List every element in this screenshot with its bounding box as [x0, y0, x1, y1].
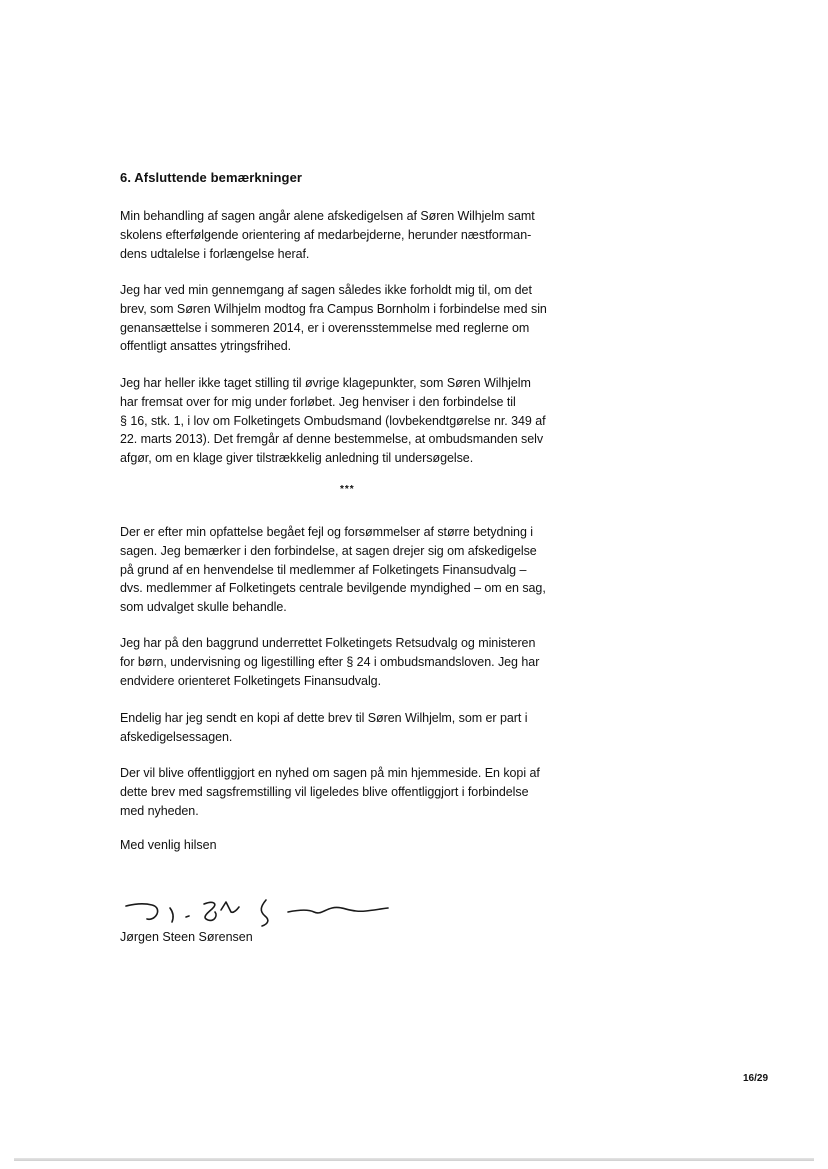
paragraph-other-complaints [120, 374, 590, 468]
paragraph-line: afgør, om en klage giver tilstrækkelig anledning til undersøgelse. [120, 451, 474, 466]
paragraph-line: har fremsat over for mig under forløbet. Jeg henviser i den forbindelse til [120, 394, 516, 409]
paragraph-line: på grund af en henvendelse til medlemmer af Folketingets Finansudvalg – [120, 562, 527, 577]
paragraph-line: dens udtalelse i forlængelse heraf. [120, 246, 310, 261]
paragraph-errors [120, 523, 590, 617]
paragraph-line: skolens efterfølgende orientering af medarbejderne, herunder næstforman- [120, 227, 532, 242]
paragraph-line: som udvalget skulle behandle. [120, 600, 287, 615]
paragraph-line: Min behandling af sagen angår alene afskedigelsen af Søren Wilhjelm samt [120, 209, 535, 223]
paragraph-scope [120, 207, 590, 263]
paragraph-line: endvidere orienteret Folketingets Finansudvalg. [120, 673, 381, 688]
paragraph-line: med nyheden. [120, 803, 199, 818]
paragraph-notified [120, 634, 590, 690]
paragraph-line: 22. marts 2013). Det fremgår af denne bestemmelse, at ombudsmanden selv [120, 432, 544, 447]
paragraph-line: Der er efter min opfattelse begået fejl og forsømmelser af større betydning i [120, 525, 533, 539]
paragraph-line: § 16, stk. 1, i lov om Folketingets Ombudsmand (lovbekendtgørelse nr. 349 af [120, 413, 546, 428]
paragraph-line: dvs. medlemmer af Folketingets centrale bevilgende myndighed – om en sag, [120, 581, 546, 596]
signer-name: Jørgen Steen Sørensen [120, 930, 253, 944]
paragraph-line: brev, som Søren Wilhjelm modtog fra Campus Bornholm i forbindelse med sin [120, 301, 547, 316]
section-separator: *** [340, 484, 355, 495]
paragraph-line: genansættelse i sommeren 2014, er i overensstemmelse med reglerne om [120, 320, 530, 335]
paragraph-line: Jeg har ved min gennemgang af sagen således ikke forholdt mig til, om det [120, 283, 532, 297]
paragraph-line: Jeg har på den baggrund underrettet Folketingets Retsudvalg og ministeren [120, 636, 536, 650]
paragraph-line: dette brev med sagsfremstilling vil ligeledes blive offentliggjort i forbindelse [120, 784, 529, 799]
paragraph-line: for børn, undervisning og ligestilling efter § 24 i ombudsmandsloven. Jeg har [120, 654, 540, 669]
paragraph-copy-sent [120, 709, 590, 747]
paragraph-line: Endelig har jeg sendt en kopi af dette brev til Søren Wilhjelm, som er part i [120, 711, 528, 725]
paragraph-line: afskedigelsessagen. [120, 729, 233, 744]
paragraph-line: offentligt ansattes ytringsfrihed. [120, 339, 292, 354]
section-heading: 6. Afsluttende bemærkninger [120, 170, 303, 185]
paragraph-not-assessed [120, 281, 590, 356]
paragraph-publication [120, 764, 590, 820]
paragraph-line: Jeg har heller ikke taget stilling til øvrige klagepunkter, som Søren Wilhjelm [120, 376, 531, 390]
scan-edge-divider [14, 1158, 814, 1161]
paragraph-line: sagen. Jeg bemærker i den forbindelse, at sagen drejer sig om afskedigelse [120, 543, 537, 558]
handwritten-signature [118, 886, 408, 936]
paragraph-line: Der vil blive offentliggjort en nyhed om sagen på min hjemmeside. En kopi af [120, 766, 540, 780]
closing-greeting: Med venlig hilsen [120, 838, 217, 852]
page-number: 16/29 [743, 1073, 769, 1084]
